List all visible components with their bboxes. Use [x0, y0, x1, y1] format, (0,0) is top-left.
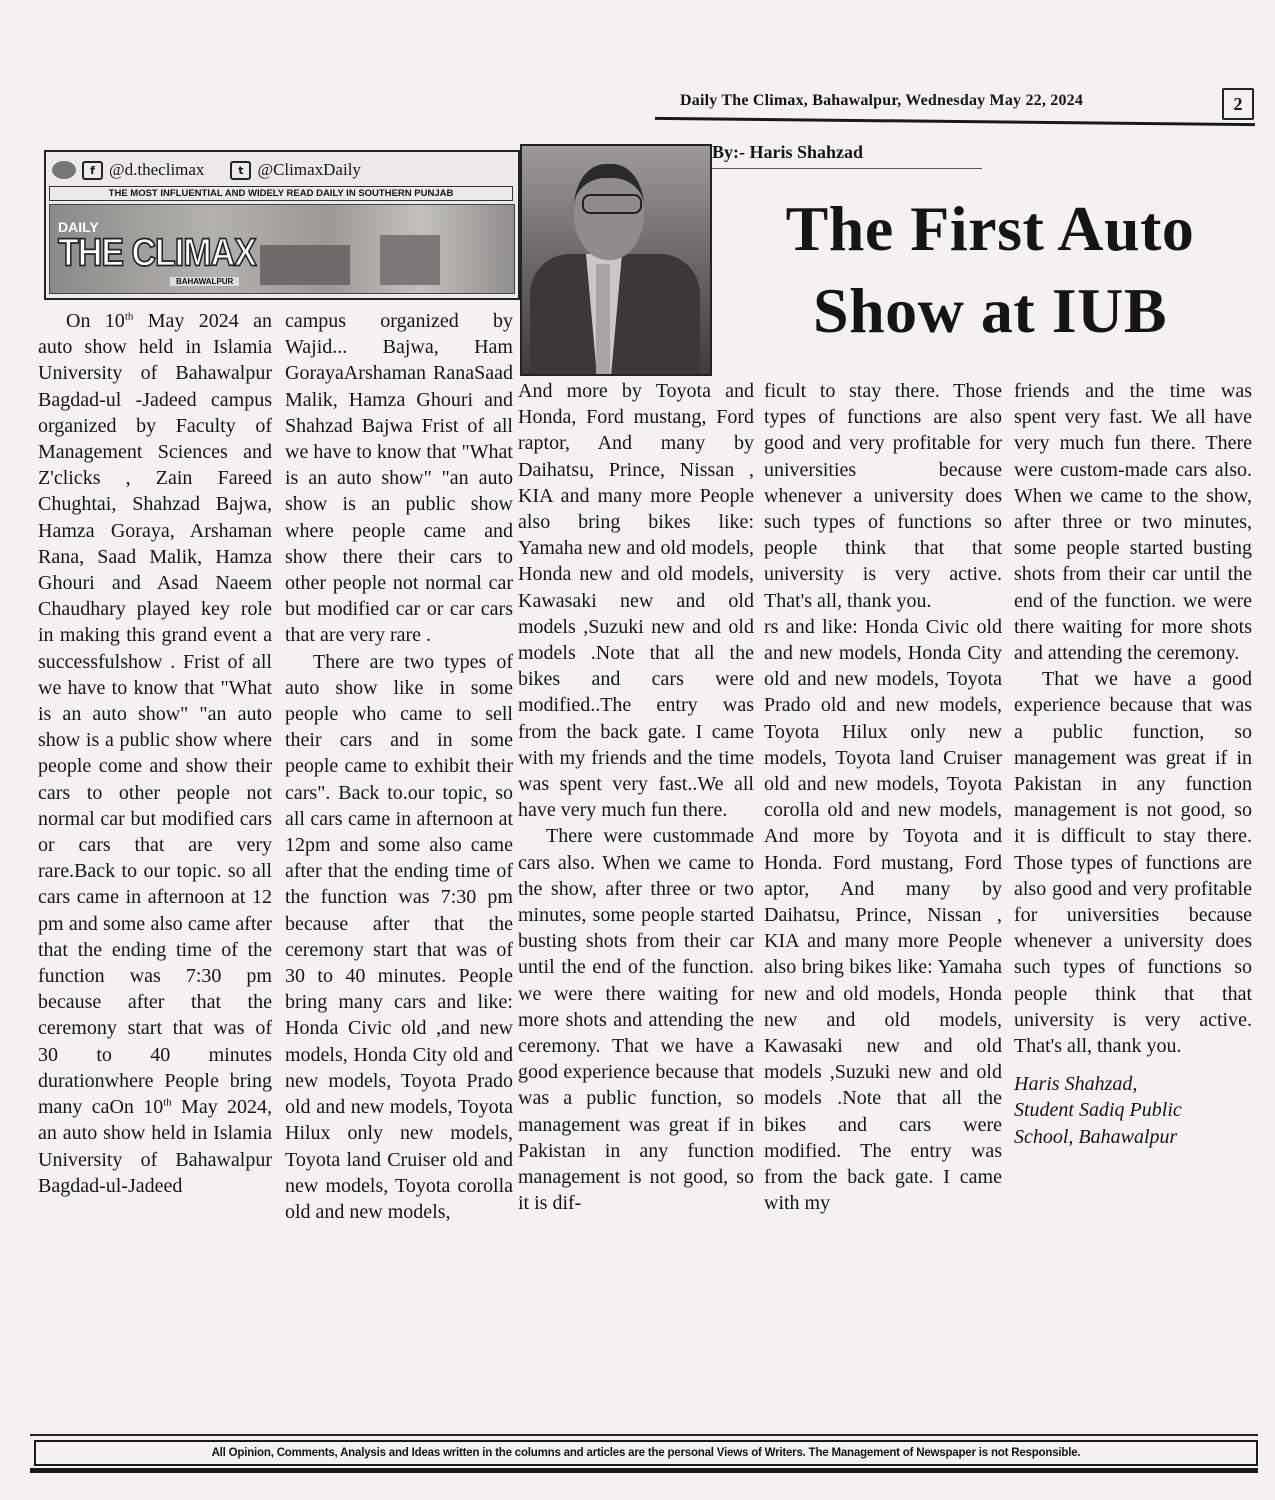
- header-rule: [655, 117, 1255, 126]
- headline: [730, 188, 1250, 352]
- column-paragraph: ficult to stay there. Those types of functions are also good and very profitable for universities because whenever a university does such types of functions so people think that that university is very active. That's all, thank you.: [764, 380, 1002, 612]
- footer-rule: [30, 1434, 1258, 1436]
- byline: By:- Haris Shahzad: [712, 142, 864, 162]
- masthead-social: [52, 160, 361, 180]
- masthead-name: THE CLIMAX: [58, 231, 256, 275]
- twitter-icon: t: [230, 161, 251, 180]
- footer-disclaimer: All Opinion, Comments, Analysis and Ideas written in the columns and articles are the personal Views of Writers. The Management of Newspaper is not Responsible.: [34, 1440, 1258, 1466]
- headline-line-1: The First Auto: [785, 193, 1195, 264]
- masthead-daily: DAILY: [58, 219, 99, 235]
- column-paragraph: That we have a good experience because that was a public function, so management was great if in Pakistan in any function management is not good, so it is difficult to stay there. Those types of functions are also good and very profitable for universities because whenever a university does such types of functions so people think that that university is very active. That's all, thank you.: [1014, 668, 1252, 1058]
- footer-rule: [30, 1468, 1258, 1473]
- headline-line-2: Show at IUB: [812, 275, 1168, 346]
- text-run: May 2024 an auto show held in Islamia University of Bahawalpur Bagdad-ul -Jadeed campus organized by Faculty of Management Sciences and Z'clicks , Zain Fareed Chughtai, Shahzad Bajwa, Hamza Goraya, Arshaman Rana, Saad Malik, Hamza Ghouri and Asad Naeem Chaudhary played key role in making this grand event a successfulshow . Frist of all we have to know that "What is an auto show" "an auto show is a public show where people come and show their cars to other people not normal car but modified cars or cars that are very rare.Back to our topic. so all cars came in afternoon at 12 pm and some also came after that the ending time of the function was 7:30 pm because after that the ceremony start that was of 30 to 40 minutes durationwhere People bring many caOn 10: [38, 310, 272, 1119]
- facebook-handle: @d.theclimax: [109, 160, 205, 179]
- signature-school: School, Bahawalpur: [1014, 1125, 1178, 1148]
- facebook-icon: f: [82, 161, 103, 180]
- author-signature: [1014, 1071, 1252, 1150]
- article-column-4: [764, 378, 1002, 1217]
- masthead-ad: [44, 150, 520, 300]
- column-paragraph: There are two types of auto show like in some people who came to sell their cars and in some people came to exhibit their cars". Back to.our topic, so all cars came in afternoon at 12pm and some also came after that the ending time of the function was 7:30 pm because after that the ceremony start that was of 30 to 40 minutes. People bring many cars and like: Honda Civic old ,and new models, Honda City old and new models, Toyota Prado old and new models, Toyota Hilux only new models, Toyota land Cruiser old and new models, Toyota corolla old and new models,: [285, 650, 513, 1223]
- text-run: On 10: [66, 310, 125, 332]
- building-illustration: [260, 245, 350, 285]
- article-column-2: [285, 308, 513, 1225]
- newspaper-logo-icon: [52, 161, 76, 179]
- column-paragraph: There were custommade cars also. When we came to the show, after three or two minutes, some people started busting shots from their car until the end of the function. we were there waiting for more shots and attending the ceremony. That we have a good experience because that was a public function, so management was great if in Pakistan in any function management is not good, so it is dif-: [518, 825, 754, 1215]
- article-column-5: [1014, 378, 1252, 1150]
- masthead-tagline: THE MOST INFLUENTIAL AND WIDELY READ DAILY IN SOUTHERN PUNJAB: [49, 186, 513, 201]
- superscript: th: [163, 1096, 172, 1109]
- signature-name: Haris Shahzad,: [1014, 1073, 1138, 1096]
- twitter-handle: @ClimaxDaily: [257, 160, 361, 179]
- page-number: 2: [1222, 88, 1254, 120]
- masthead-banner: [49, 204, 515, 294]
- text-run: May 2024, an auto show held in Islamia University of Bahawalpur Bagdad-ul-Jadeed: [38, 1096, 272, 1197]
- author-photo: [520, 144, 712, 376]
- column-paragraph: campus organized by Wajid... Bajwa, Ham GorayaArshaman RanaSaad Malik, Hamza Ghouri and Shahzad Bajwa Frist of all we have to know that "What is an auto show" "an auto show is an public show where people came and show there their cars to other people not normal car but modified car or car cars that are very rare .: [285, 310, 513, 647]
- column-paragraph: rs and like: Honda Civic old and new models, Honda City old and new models, Toyota Prado old and new models, Toyota Hilux only new models, Toyota land Cruiser old and new models, Toyota corolla old and new models, And more by Toyota and Honda. Ford mustang, Ford aptor, And many by Daihatsu, Prince, Nissan , KIA and many more People also bring bikes like: Yamaha new and old models, Honda new and old models, Kawasaki new and old models ,Suzuki new and old models .Note that all the bikes and cars were modified. The entry was from the back gate. I came with my: [764, 615, 1002, 1215]
- column-paragraph: And more by Toyota and Honda, Ford mustang, Ford raptor, And many by Daihatsu, Prince, Nissan , KIA and many more People also bring bikes like: Yamaha new and old models, Honda new and old models, Kawasaki new and old models ,Suzuki new and old models .Note that all the bikes and cars were modified..The entry was from the back gate. I came with my friends and the time was spent very fast..We all have very much fun there.: [518, 380, 754, 822]
- byline-rule: [712, 168, 982, 169]
- column-paragraph: friends and the time was spent very fast. We all have very much fun there. There were custom-made cars also. When we came to the show, after three or two minutes, some people started busting shots from their car until the end of the function. we were there waiting for more shots and attending the ceremony.: [1014, 380, 1252, 665]
- article-column-3: [518, 378, 754, 1217]
- photo-tie: [596, 264, 610, 374]
- article-column-1: [38, 308, 272, 1199]
- building-illustration: [380, 235, 440, 285]
- column-paragraph: [38, 308, 272, 1199]
- superscript: th: [124, 310, 134, 323]
- signature-title: Student Sadiq Public: [1014, 1099, 1182, 1122]
- photo-glasses: [582, 194, 642, 214]
- dateline: Daily The Climax, Bahawalpur, Wednesday May 22, 2024: [680, 92, 1084, 109]
- masthead-city: BAHAWALPUR: [170, 277, 239, 286]
